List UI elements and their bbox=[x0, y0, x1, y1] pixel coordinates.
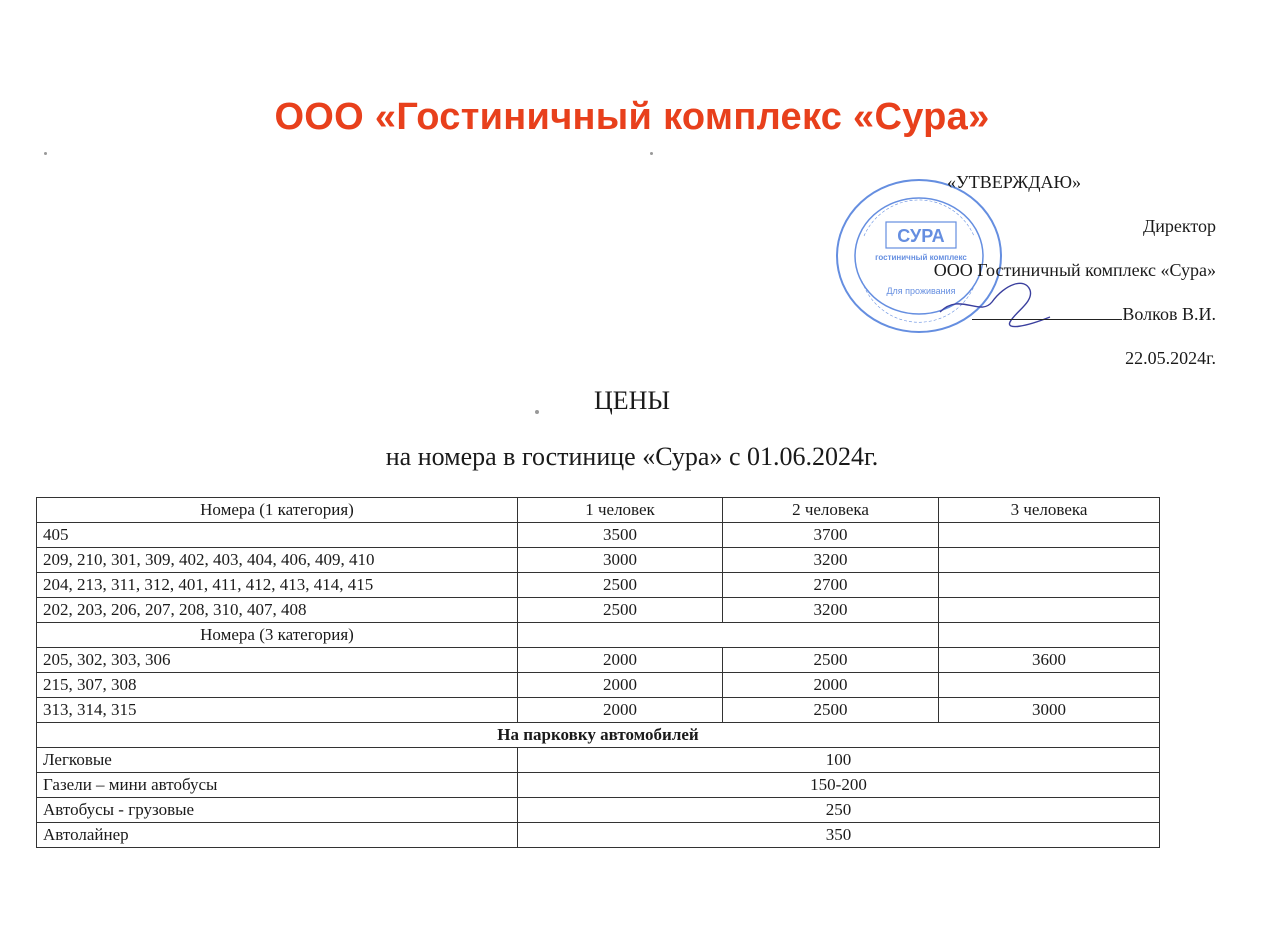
price-2-persons: 2500 bbox=[723, 698, 939, 723]
signature-line bbox=[972, 305, 1122, 320]
scan-speck bbox=[535, 410, 539, 414]
room-numbers-cell: 313, 314, 315 bbox=[37, 698, 518, 723]
scan-speck bbox=[650, 152, 653, 155]
empty-cell bbox=[939, 623, 1160, 648]
vehicle-type-cell: Легковые bbox=[37, 748, 518, 773]
parking-header-row bbox=[37, 723, 1160, 748]
price-3-persons: 3600 bbox=[939, 648, 1160, 673]
price-1-person: 2000 bbox=[518, 648, 723, 673]
room-numbers-cell: 205, 302, 303, 306 bbox=[37, 648, 518, 673]
stamp-sub-text: гостиничный комплекс bbox=[875, 253, 967, 262]
vehicle-type-cell: Газели – мини автобусы bbox=[37, 773, 518, 798]
parking-price-cell: 150-200 bbox=[518, 773, 1160, 798]
document-subtitle: на номера в гостинице «Сура» с 01.06.2024г. bbox=[385, 442, 879, 471]
category3-header-row bbox=[37, 623, 1160, 648]
table-row bbox=[37, 598, 1160, 623]
price-table bbox=[36, 497, 1160, 848]
header-cell: 2 человека bbox=[723, 498, 939, 523]
parking-price-cell: 100 bbox=[518, 748, 1160, 773]
price-2-persons: 3200 bbox=[723, 548, 939, 573]
price-1-person: 2000 bbox=[518, 698, 723, 723]
table-row bbox=[37, 648, 1160, 673]
price-3-persons bbox=[939, 573, 1160, 598]
price-3-persons bbox=[939, 673, 1160, 698]
company-title: ООО «Гостиничный комплекс «Сура» bbox=[274, 96, 990, 138]
approval-date: 22.05.2024г. bbox=[1125, 348, 1216, 368]
parking-header-cell: На парковку автомобилей bbox=[37, 723, 1160, 748]
stamp-bottom-text: Для проживания bbox=[886, 286, 956, 296]
price-1-person: 3000 bbox=[518, 548, 723, 573]
header-cell: Номера (1 категория) bbox=[37, 498, 518, 523]
header-cell: 1 человек bbox=[518, 498, 723, 523]
table-row bbox=[37, 698, 1160, 723]
price-3-persons bbox=[939, 523, 1160, 548]
organization-name: ООО Гостиничный комплекс «Сура» bbox=[933, 260, 1216, 280]
stamp-center-text: СУРА bbox=[897, 226, 945, 246]
price-1-person: 2500 bbox=[518, 598, 723, 623]
price-1-person: 2000 bbox=[518, 673, 723, 698]
price-3-persons bbox=[939, 598, 1160, 623]
price-1-person: 2500 bbox=[518, 573, 723, 598]
price-2-persons: 3200 bbox=[723, 598, 939, 623]
parking-row bbox=[37, 773, 1160, 798]
table-row bbox=[37, 673, 1160, 698]
category3-header-cell: Номера (3 категория) bbox=[37, 623, 518, 648]
empty-cell bbox=[518, 623, 939, 648]
price-2-persons: 3700 bbox=[723, 523, 939, 548]
table-row bbox=[37, 548, 1160, 573]
price-3-persons bbox=[939, 548, 1160, 573]
vehicle-type-cell: Автобусы - грузовые bbox=[37, 798, 518, 823]
parking-row bbox=[37, 748, 1160, 773]
price-2-persons: 2500 bbox=[723, 648, 939, 673]
scan-speck bbox=[44, 152, 47, 155]
header-cell: 3 человека bbox=[939, 498, 1160, 523]
room-numbers-cell: 202, 203, 206, 207, 208, 310, 407, 408 bbox=[37, 598, 518, 623]
price-3-persons: 3000 bbox=[939, 698, 1160, 723]
table-header-row bbox=[37, 498, 1160, 523]
approval-block bbox=[934, 168, 1216, 388]
director-position: Директор bbox=[1142, 216, 1216, 236]
signatory-name: Волков В.И. bbox=[1122, 304, 1216, 324]
room-numbers-cell: 405 bbox=[37, 523, 518, 548]
table-row bbox=[37, 573, 1160, 598]
room-numbers-cell: 209, 210, 301, 309, 402, 403, 404, 406, 409, 410 bbox=[37, 548, 518, 573]
parking-price-cell: 350 bbox=[518, 823, 1160, 848]
parking-row bbox=[37, 798, 1160, 823]
vehicle-type-cell: Автолайнер bbox=[37, 823, 518, 848]
price-1-person: 3500 bbox=[518, 523, 723, 548]
parking-price-cell: 250 bbox=[518, 798, 1160, 823]
document-title: ЦЕНЫ bbox=[593, 386, 671, 415]
price-2-persons: 2000 bbox=[723, 673, 939, 698]
approve-label: «УТВЕРЖДАЮ» bbox=[946, 172, 1081, 192]
table-row bbox=[37, 523, 1160, 548]
signatory-line bbox=[934, 300, 1216, 344]
room-numbers-cell: 215, 307, 308 bbox=[37, 673, 518, 698]
price-2-persons: 2700 bbox=[723, 573, 939, 598]
room-numbers-cell: 204, 213, 311, 312, 401, 411, 412, 413, 414, 415 bbox=[37, 573, 518, 598]
parking-row bbox=[37, 823, 1160, 848]
